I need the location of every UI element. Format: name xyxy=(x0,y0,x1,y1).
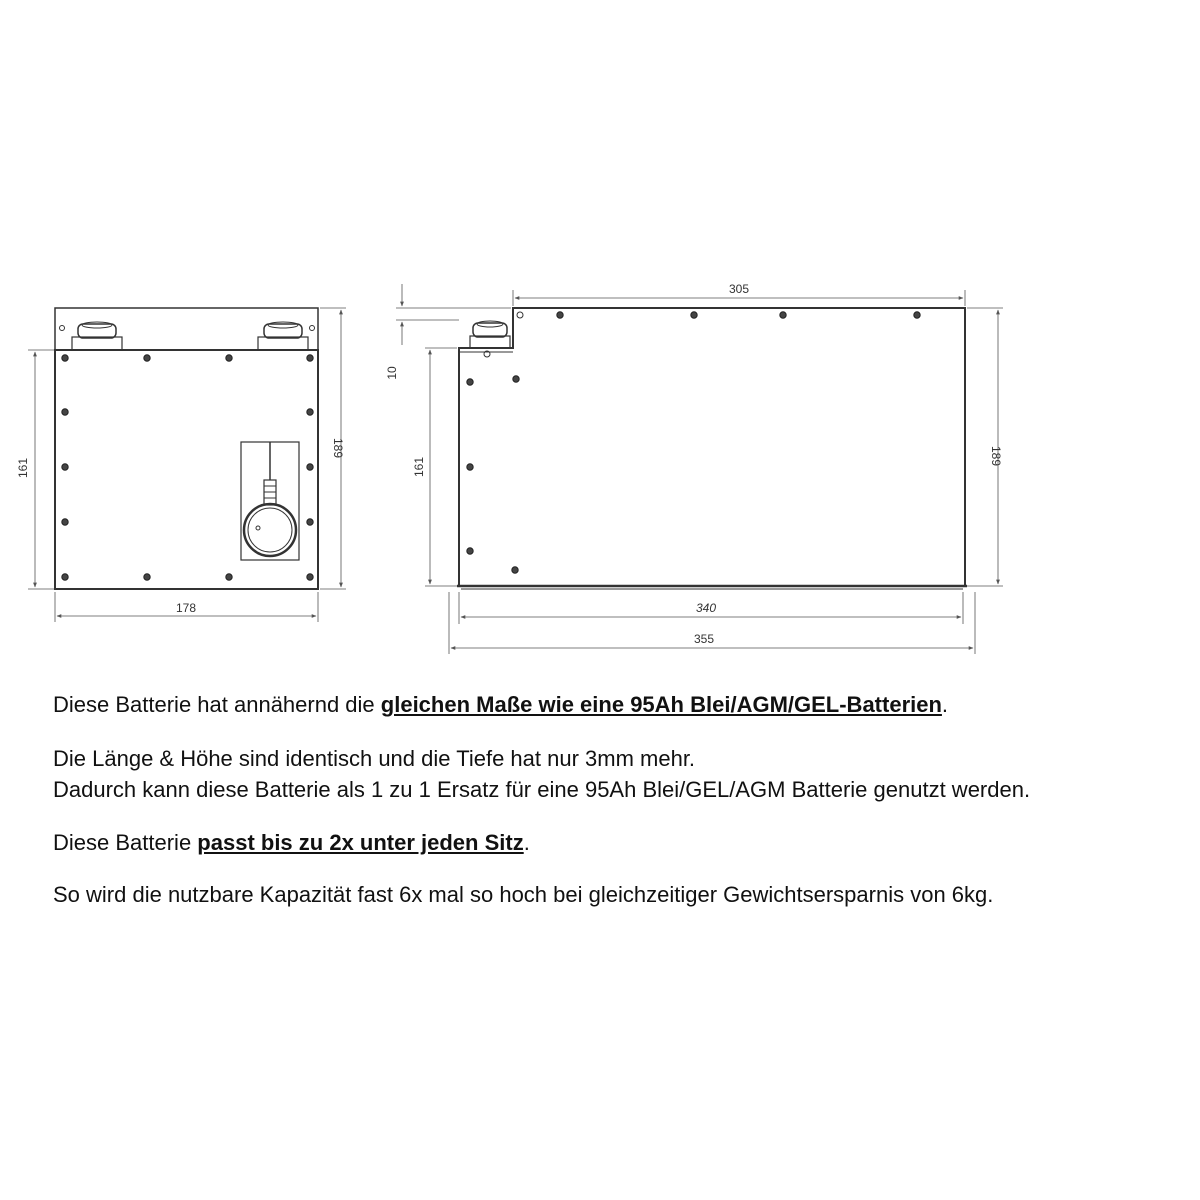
p3-highlight: passt bis zu 2x unter jeden Sitz xyxy=(197,830,524,855)
screw-icon xyxy=(310,326,315,331)
screw-icon xyxy=(60,326,65,331)
side-body xyxy=(459,308,965,586)
side-screws xyxy=(467,312,920,573)
front-lid xyxy=(55,308,318,350)
p3-end: . xyxy=(523,830,530,855)
p1-highlight: gleichen Maße wie eine 95Ah Blei/AGM/GEL-Batterien xyxy=(380,692,942,717)
paragraph-identical-line2: Dadurch kann diese Batterie als 1 zu 1 Ersatz für eine 95Ah Blei/GEL/AGM Batterie genutzt werden. xyxy=(53,777,1031,802)
side-view xyxy=(457,308,967,589)
front-width-label: 178 xyxy=(175,601,197,615)
p1-end: . xyxy=(941,692,949,717)
paragraph-identical-line1: Die Länge & Höhe sind identisch und die Tiefe hat nur 3mm mehr. xyxy=(53,746,696,771)
screw-icon xyxy=(517,312,523,318)
front-inner-height-label: 161 xyxy=(16,457,30,479)
terminal-right-icon xyxy=(258,322,308,350)
side-inner-length-label: 340 xyxy=(695,601,717,615)
side-dimensions xyxy=(396,284,1003,654)
side-height-label: 189 xyxy=(989,445,1003,467)
terminal-side-icon xyxy=(470,321,510,348)
side-top-length-label: 305 xyxy=(728,282,750,296)
front-view xyxy=(55,308,318,589)
display-module xyxy=(241,442,299,560)
front-body xyxy=(55,350,318,589)
front-dimensions xyxy=(28,308,346,622)
side-length-label: 355 xyxy=(693,632,715,646)
paragraph-same-dimensions xyxy=(53,692,948,718)
paragraph-fits-under-seat xyxy=(53,830,530,856)
paragraph-capacity: So wird die nutzbare Kapazität fast 6x mal so hoch bei gleichzeitiger Gewichtsersparnis von 6kg. xyxy=(53,882,994,907)
p1-text: Diese Batterie hat annähernd die xyxy=(53,692,381,717)
side-inner-height-label: 161 xyxy=(412,456,426,478)
p3-text: Diese Batterie xyxy=(53,830,198,855)
side-step-label: 10 xyxy=(385,366,399,380)
front-screws xyxy=(62,355,313,580)
terminal-left-icon xyxy=(72,322,122,350)
front-height-label: 189 xyxy=(331,437,345,459)
